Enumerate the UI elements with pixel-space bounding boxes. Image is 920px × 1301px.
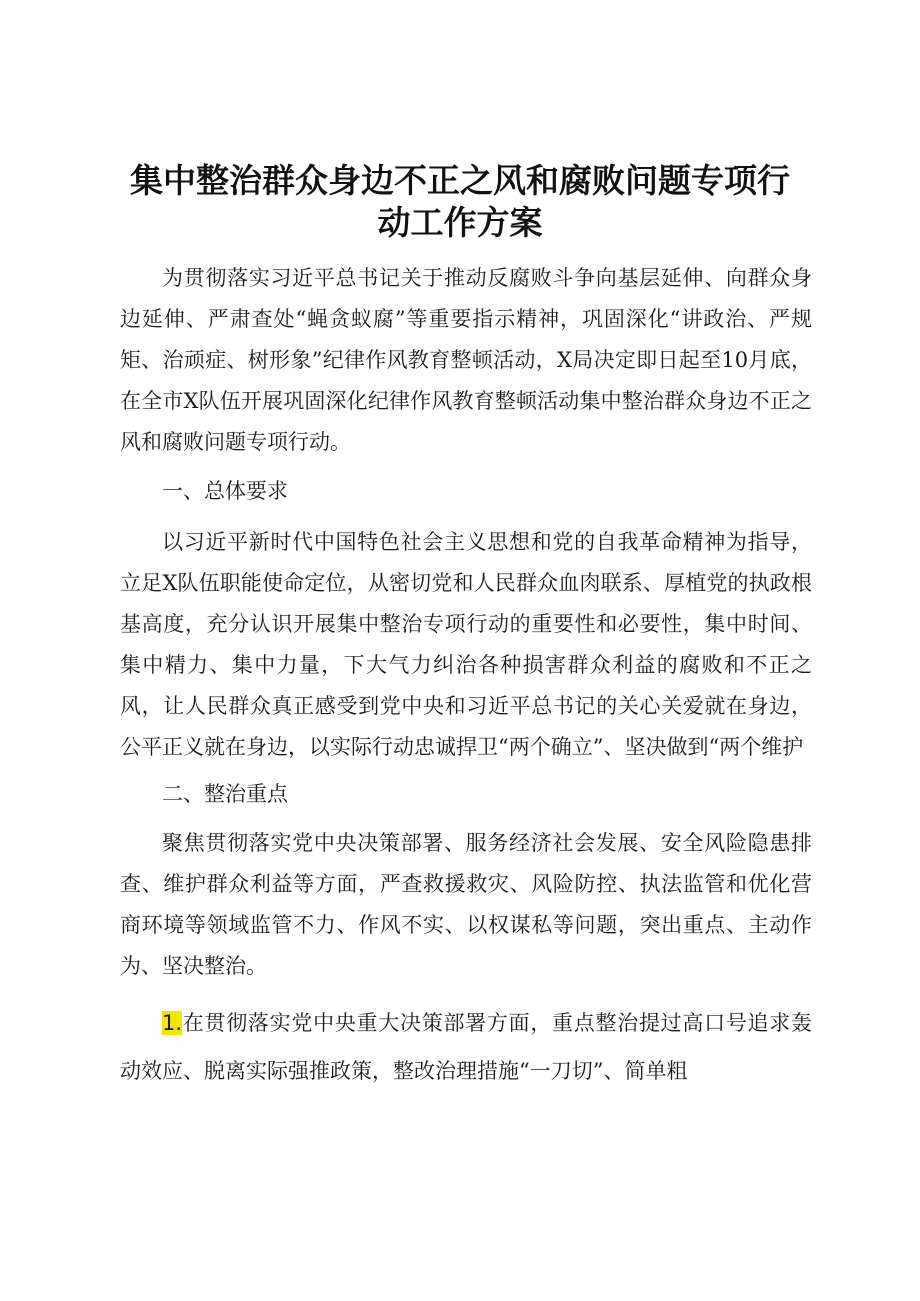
title-line-1: 集中整治群众身边不正之风和腐败问题专项行 (130, 161, 790, 200)
title-line-2: 动工作方案 (377, 203, 543, 242)
section-2-paragraph: 聚焦贯彻落实党中央决策部署、服务经济社会发展、安全风险隐患排查、维护群众利益等方面，严查救援救灾、风险防控、执法监管和优化营商环境等领域监管不力、作风不实、以权谋私等问题，突出重点、主动作为、坚决整治。 (120, 831, 812, 978)
document-title (110, 160, 810, 244)
item-1-number: 1. (162, 1011, 183, 1035)
section-2-heading: 二、整治重点 (162, 782, 288, 806)
document-body (120, 258, 812, 1095)
intro-paragraph: 为贯彻落实习近平总书记关于推动反腐败斗争向基层延伸、向群众身边延伸、严肃查处“蝇贪蚁腐”等重要指示精神，巩固深化“讲政治、严规矩、治顽症、树形象”纪律作风教育整顿活动，X局决定即日起至10月底，在全市X队伍开展巩固深化纪律作风教育整顿活动集中整治群众身边不正之风和腐败问题专项行动。 (120, 266, 812, 454)
item-1-text: 在贯彻落实党中央重大决策部署方面，重点整治提过高口号追求轰动效应、脱离实际强推政策，整改治理措施“一刀切”、简单粗 (120, 1011, 812, 1083)
section-1-heading: 一、总体要求 (162, 479, 288, 503)
section-1-paragraph: 以习近平新时代中国特色社会主义思想和党的自我革命精神为指导，立足X队伍职能使命定位，从密切党和人民群众血肉联系、厚植党的执政根基高度，充分认识开展集中整治专项行动的重要性和必要性，集中时间、集中精力、集中力量，下大气力纠治各种损害群众利益的腐败和不正之风，让人民群众真正感受到党中央和习近平总书记的关心关爱就在身边，公平正义就在身边，以实际行动忠诚捍卫“两个确立”、坚决做到“两个维护 (120, 530, 812, 759)
item-1-paragraph (120, 999, 812, 1095)
